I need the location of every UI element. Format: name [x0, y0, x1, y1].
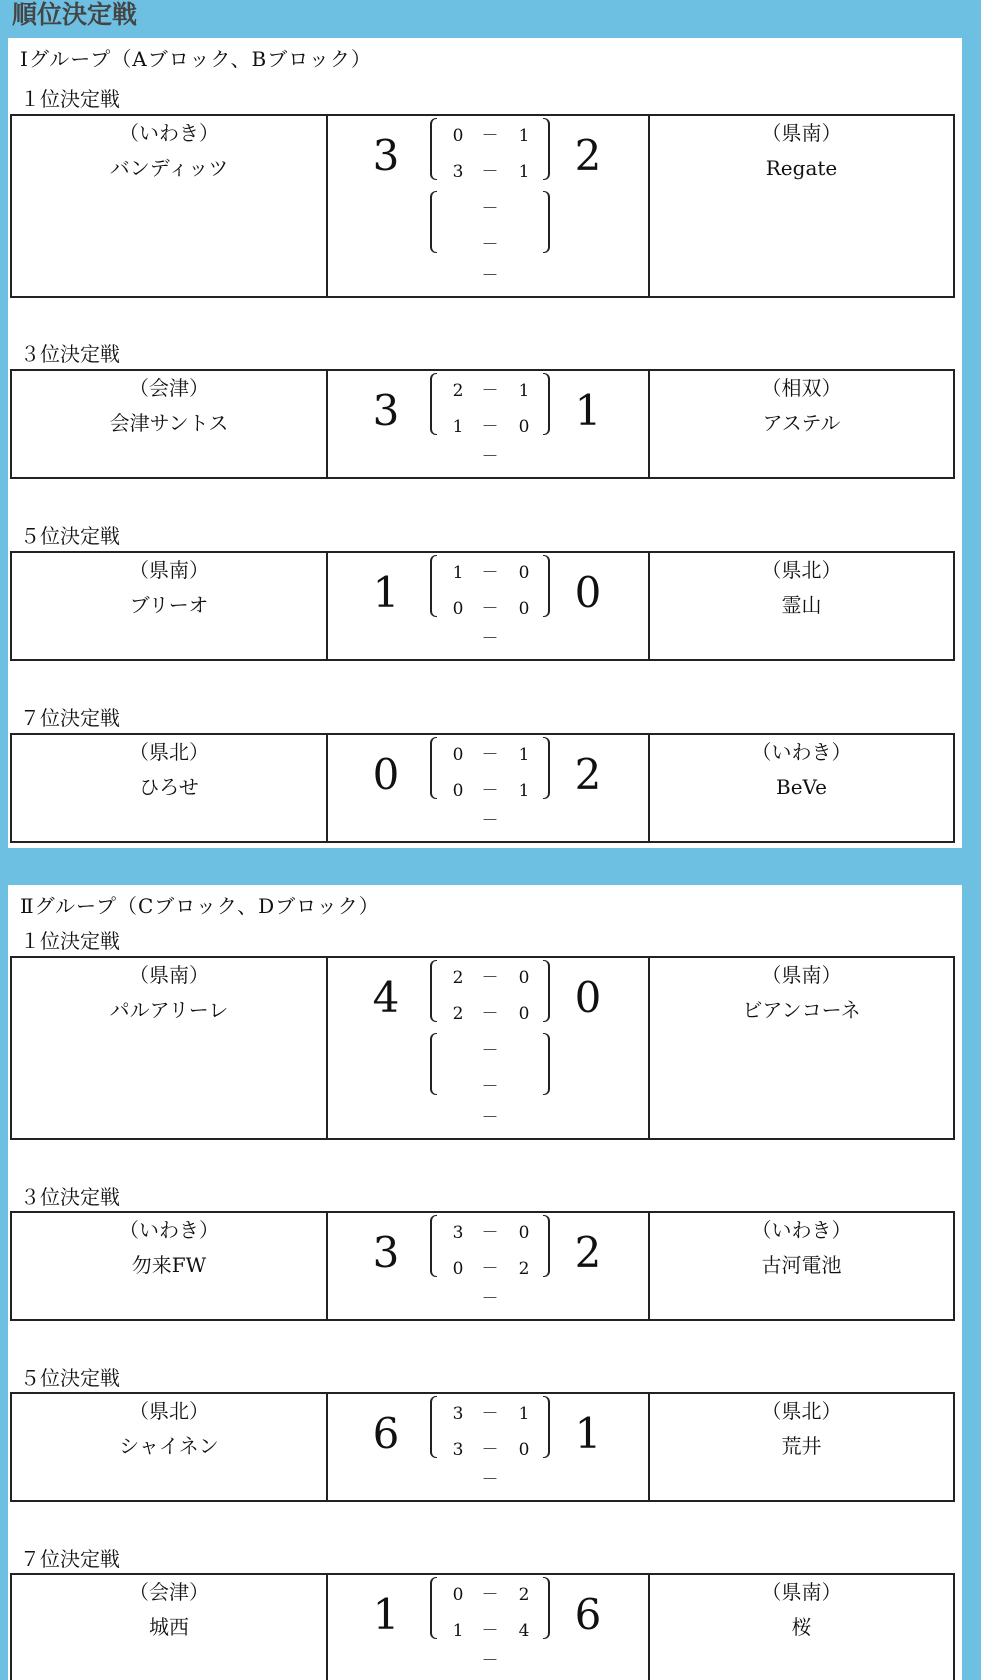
right-total-score: 1	[574, 386, 602, 435]
match-label: １位決定戦	[20, 929, 120, 953]
period-row	[430, 197, 550, 221]
penalty-kick-score: －	[481, 1108, 499, 1128]
left-team-region: （県北）	[129, 740, 209, 764]
regular-time-scores	[430, 958, 550, 1024]
page-title: 順位決定戦	[12, 0, 138, 29]
match-box	[10, 956, 955, 1140]
left-total-score: 6	[372, 1409, 400, 1458]
right-period-score: 1	[518, 162, 530, 182]
right-period-score: 0	[518, 968, 530, 988]
left-total-score: 3	[372, 1228, 400, 1277]
left-total-score: 4	[372, 973, 400, 1022]
match-label: ５位決定戦	[20, 1366, 120, 1390]
left-team-cell	[12, 1575, 328, 1680]
left-period-score: 3	[452, 162, 464, 182]
match-box	[10, 369, 955, 479]
period-row	[430, 415, 550, 439]
period-row	[430, 233, 550, 257]
dash: －	[481, 235, 499, 255]
right-period-score: 1	[518, 781, 530, 801]
left-team-region: （県北）	[129, 1399, 209, 1423]
group-panel-1	[8, 38, 962, 848]
left-total-score: 1	[372, 1590, 400, 1639]
left-team-cell	[12, 1213, 328, 1319]
left-team-cell	[12, 735, 328, 841]
period-row	[430, 124, 550, 148]
right-team-region: （県北）	[761, 558, 842, 582]
period-row	[430, 1583, 550, 1607]
regular-time-scores	[430, 1394, 550, 1460]
period-row	[430, 597, 550, 621]
dash: －	[481, 199, 499, 219]
left-period-score: 0	[452, 599, 464, 619]
dash: －	[481, 1223, 499, 1243]
score-cell	[328, 735, 648, 841]
right-period-score: 0	[518, 1440, 530, 1460]
match-box	[10, 551, 955, 661]
group-panel-2	[8, 885, 962, 1680]
penalty-kick-score: －	[481, 266, 499, 286]
left-team-name: バンディッツ	[109, 156, 229, 180]
left-period-score: 3	[452, 1404, 464, 1424]
penalty-kick-score: －	[481, 1289, 499, 1309]
left-period-score: 2	[452, 1004, 464, 1024]
dash: －	[481, 126, 499, 146]
left-team-name: シャイネン	[119, 1434, 219, 1458]
left-team-region: （いわき）	[119, 1218, 219, 1242]
dash: －	[481, 1259, 499, 1279]
left-period-score: 0	[452, 126, 464, 146]
right-team-cell	[648, 958, 953, 1138]
score-cell	[328, 1213, 648, 1319]
match-label: ７位決定戦	[20, 706, 120, 730]
left-team-name: 会津サントス	[109, 411, 229, 435]
left-total-score: 3	[372, 131, 400, 180]
regular-time-scores	[430, 1575, 550, 1641]
right-total-score: 2	[574, 131, 602, 180]
right-period-score: 1	[518, 126, 530, 146]
left-team-cell	[12, 958, 328, 1138]
score-cell	[328, 371, 648, 477]
regular-time-scores	[430, 553, 550, 619]
dash: －	[481, 1004, 499, 1024]
left-team-name: ブリーオ	[129, 593, 209, 617]
dash: －	[481, 781, 499, 801]
score-cell	[328, 116, 648, 296]
period-row	[430, 1257, 550, 1281]
period-row	[430, 1039, 550, 1063]
right-team-region: （県南）	[761, 963, 842, 987]
left-period-score: 1	[452, 417, 464, 437]
period-row	[430, 779, 550, 803]
right-team-cell	[648, 1213, 953, 1319]
period-row	[430, 160, 550, 184]
right-team-cell	[648, 735, 953, 841]
left-period-score: 3	[452, 1223, 464, 1243]
left-total-score: 3	[372, 386, 400, 435]
match-label: ５位決定戦	[20, 524, 120, 548]
right-team-name: Regate	[765, 156, 838, 180]
period-row	[430, 966, 550, 990]
penalty-kick-score: －	[481, 447, 499, 467]
right-team-region: （県南）	[761, 121, 842, 145]
score-cell	[328, 1394, 648, 1500]
left-period-score: 0	[452, 1259, 464, 1279]
period-row	[430, 743, 550, 767]
match-box	[10, 733, 955, 843]
right-team-name: ビアンコーネ	[742, 998, 861, 1022]
score-cell	[328, 553, 648, 659]
left-period-score: 2	[452, 968, 464, 988]
match-label: ３位決定戦	[20, 1185, 120, 1209]
right-team-name: 古河電池	[761, 1253, 842, 1277]
dash: －	[481, 1404, 499, 1424]
dash: －	[481, 968, 499, 988]
right-team-cell	[648, 1394, 953, 1500]
right-team-cell	[648, 116, 953, 296]
extra-time-scores	[430, 1031, 550, 1097]
group-heading: Ⅱグループ（Cブロック、Dブロック）	[20, 894, 380, 918]
left-period-score: 0	[452, 745, 464, 765]
regular-time-scores	[430, 735, 550, 801]
match-box	[10, 1392, 955, 1502]
right-team-name: BeVe	[776, 775, 827, 799]
right-team-region: （いわき）	[751, 1218, 852, 1242]
right-team-region: （県南）	[761, 1580, 842, 1604]
left-team-region: （会津）	[129, 1580, 209, 1604]
dash: －	[481, 381, 499, 401]
period-row	[430, 379, 550, 403]
group-heading: Ⅰグループ（Aブロック、Bブロック）	[20, 47, 372, 71]
right-team-name: 荒井	[781, 1434, 822, 1458]
period-row	[430, 1438, 550, 1462]
penalty-kick-score: －	[481, 629, 499, 649]
right-period-score: 0	[518, 1004, 530, 1024]
right-team-name: 霊山	[781, 593, 822, 617]
period-row	[430, 1402, 550, 1426]
dash: －	[481, 745, 499, 765]
right-period-score: 1	[518, 381, 530, 401]
right-period-score: 4	[518, 1621, 530, 1641]
left-period-score: 2	[452, 381, 464, 401]
regular-time-scores	[430, 1213, 550, 1279]
left-team-cell	[12, 116, 328, 296]
right-period-score: 0	[518, 417, 530, 437]
match-box	[10, 114, 955, 298]
regular-time-scores	[430, 116, 550, 182]
dash: －	[481, 1585, 499, 1605]
period-row	[430, 1221, 550, 1245]
period-row	[430, 1002, 550, 1026]
left-total-score: 0	[372, 750, 400, 799]
right-team-cell	[648, 371, 953, 477]
left-team-cell	[12, 1394, 328, 1500]
period-row	[430, 1075, 550, 1099]
dash: －	[481, 162, 499, 182]
right-total-score: 0	[574, 973, 602, 1022]
match-label: ３位決定戦	[20, 342, 120, 366]
left-period-score: 0	[452, 781, 464, 801]
right-period-score: 1	[518, 1404, 530, 1424]
left-team-region: （いわき）	[119, 121, 219, 145]
regular-time-scores	[430, 371, 550, 437]
right-team-region: （いわき）	[751, 740, 852, 764]
left-team-region: （県南）	[129, 558, 209, 582]
penalty-kick-score: －	[481, 1651, 499, 1671]
right-total-score: 1	[574, 1409, 602, 1458]
left-team-name: パルアリーレ	[109, 998, 229, 1022]
dash: －	[481, 417, 499, 437]
dash: －	[481, 1041, 499, 1061]
left-period-score: 1	[452, 1621, 464, 1641]
penalty-kick-score: －	[481, 811, 499, 831]
match-label: １位決定戦	[20, 87, 120, 111]
extra-time-scores	[430, 189, 550, 255]
right-team-region: （相双）	[761, 376, 842, 400]
left-period-score: 3	[452, 1440, 464, 1460]
right-period-score: 0	[518, 599, 530, 619]
right-period-score: 0	[518, 563, 530, 583]
right-period-score: 1	[518, 745, 530, 765]
match-box	[10, 1573, 955, 1680]
dash: －	[481, 599, 499, 619]
left-total-score: 1	[372, 568, 400, 617]
right-team-region: （県北）	[761, 1399, 842, 1423]
right-team-name: アステル	[762, 411, 841, 435]
right-total-score: 6	[574, 1590, 602, 1639]
right-total-score: 2	[574, 750, 602, 799]
left-team-name: ひろせ	[139, 775, 199, 799]
dash: －	[481, 563, 499, 583]
score-cell	[328, 958, 648, 1138]
score-cell	[328, 1575, 648, 1680]
dash: －	[481, 1621, 499, 1641]
right-team-name: 桜	[791, 1615, 812, 1639]
period-row	[430, 1619, 550, 1643]
left-team-cell	[12, 371, 328, 477]
left-team-region: （会津）	[129, 376, 209, 400]
dash: －	[481, 1077, 499, 1097]
right-total-score: 2	[574, 1228, 602, 1277]
match-label: ７位決定戦	[20, 1547, 120, 1571]
period-row	[430, 561, 550, 585]
right-period-score: 2	[518, 1585, 530, 1605]
right-team-cell	[648, 553, 953, 659]
left-team-region: （県南）	[129, 963, 209, 987]
right-period-score: 2	[518, 1259, 530, 1279]
penalty-kick-score: －	[481, 1470, 499, 1490]
dash: －	[481, 1440, 499, 1460]
right-team-cell	[648, 1575, 953, 1680]
left-period-score: 1	[452, 563, 464, 583]
match-box	[10, 1211, 955, 1321]
right-period-score: 0	[518, 1223, 530, 1243]
left-team-name: 城西	[149, 1615, 189, 1639]
right-total-score: 0	[574, 568, 602, 617]
left-team-name: 勿来FW	[131, 1253, 207, 1277]
left-period-score: 0	[452, 1585, 464, 1605]
left-team-cell	[12, 553, 328, 659]
